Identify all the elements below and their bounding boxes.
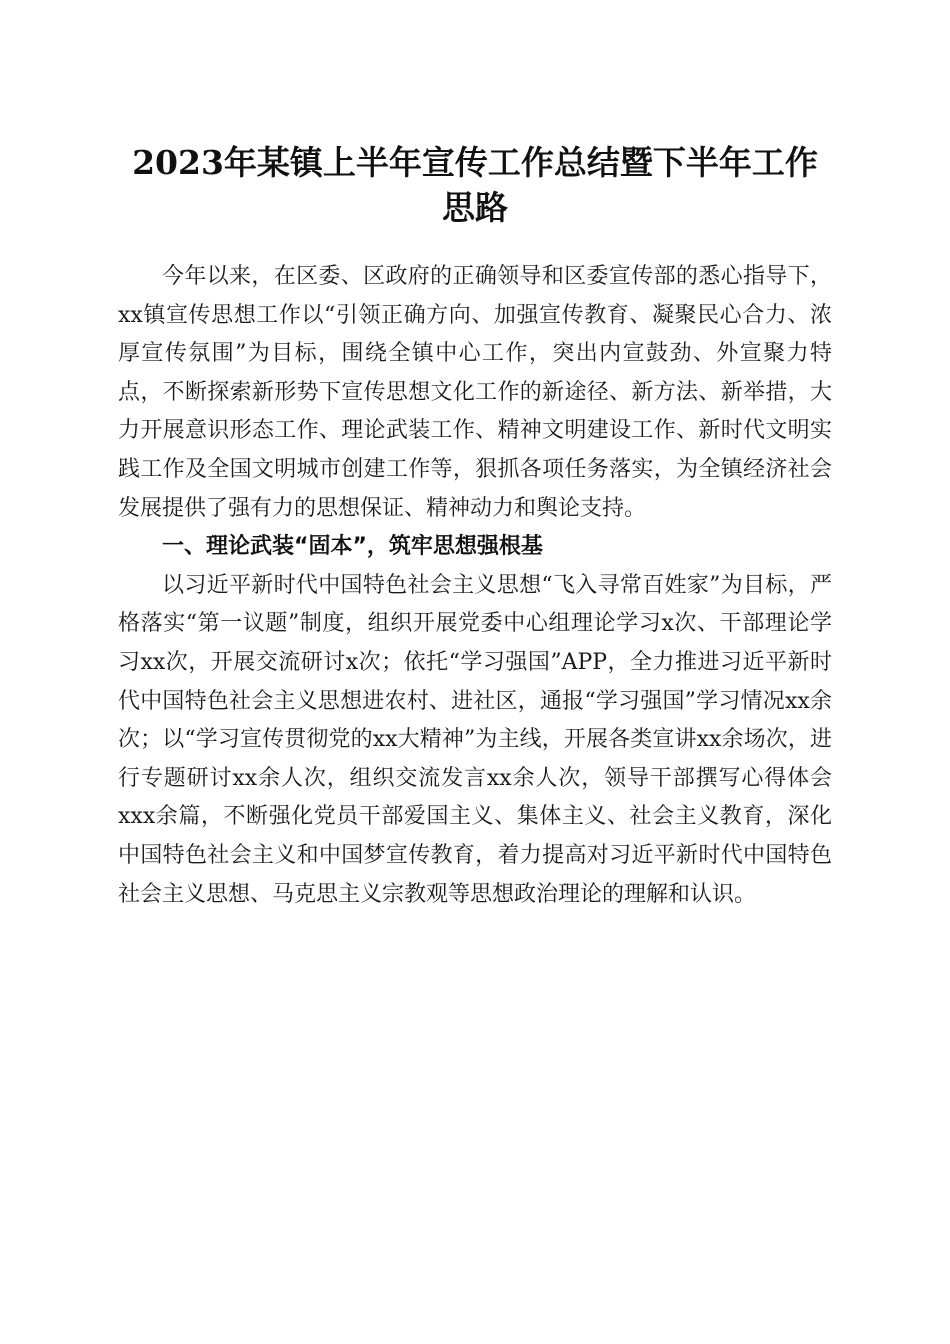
section-paragraph: 以习近平新时代中国特色社会主义思想“飞入寻常百姓家”为目标，严格落实“第一议题”制度，组织开展党委中心组理论学习x次、干部理论学习xx次，开展交流研讨x次；依托“学习强国”APP，全力推进习近平新时代中国特色社会主义思想进农村、进社区，通报“学习强国”学习情况xx余次；以“学习宣传贯彻党的xx大精神”为主线，开展各类宣讲xx余场次，进行专题研讨xx余人次，组织交流发言xx余人次，领导干部撰写心得体会xxx余篇，不断强化党员干部爱国主义、集体主义、社会主义教育，深化中国特色社会主义和中国梦宣传教育，着力提高对习近平新时代中国特色社会主义思想、马克思主义宗教观等思想政治理论的理解和认识。 [118,572,832,907]
section-heading: 一、理论武装“固本”，筑牢思想强根基 [162,534,543,560]
intro-paragraph: 今年以来，在区委、区政府的正确领导和区委宣传部的悉心指导下，xx镇宣传思想工作以“引领正确方向、加强宣传教育、凝聚民心合力、浓厚宣传氛围”为目标，围绕全镇中心工作，突出内宣鼓劲、外宣聚力特点，不断探索新形势下宣传思想文化工作的新途径、新方法、新举措，大力开展意识形态工作、理论武装工作、精神文明建设工作、新时代文明实践工作及全国文明城市创建工作等，狠抓各项任务落实，为全镇经济社会发展提供了强有力的思想保证、精神动力和舆论支持。 [118,264,832,521]
document-title: 2023年某镇上半年宣传工作总结暨下半年工作思路 [132,143,818,227]
document-body [118,258,832,914]
